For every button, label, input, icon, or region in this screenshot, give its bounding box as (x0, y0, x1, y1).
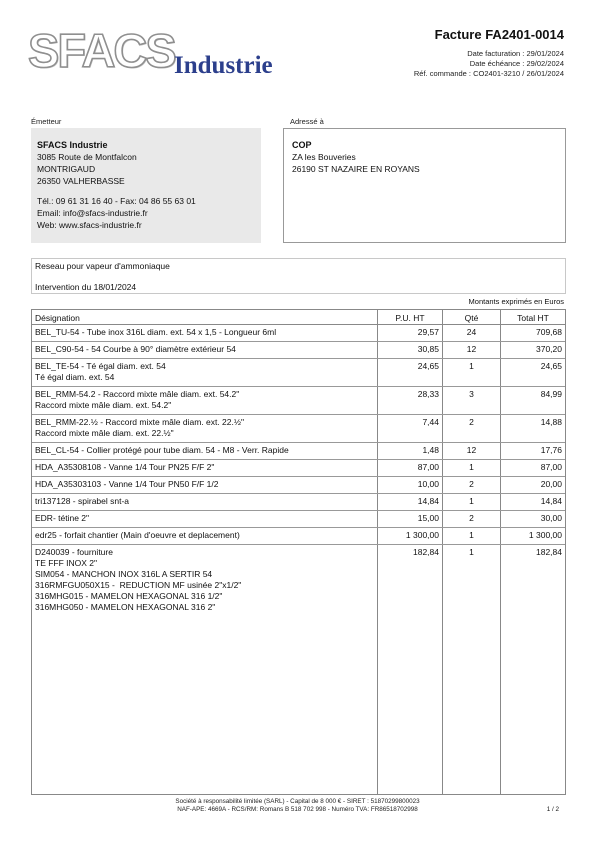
row-divider (32, 341, 565, 342)
row-divider (32, 459, 565, 460)
item-unit-price: 10,00 (417, 479, 439, 489)
recipient-label: Adressé à (290, 117, 324, 126)
item-total: 370,20 (536, 344, 562, 354)
item-unit-price: 1 300,00 (405, 530, 439, 540)
invoice-subject (31, 258, 566, 294)
item-total: 17,76 (540, 445, 562, 455)
row-divider (32, 358, 565, 359)
item-total: 24,65 (540, 361, 562, 371)
item-quantity: 1 (469, 462, 474, 472)
legal-footer-line: NAF-APE: 4669A - RCS/RM: Romans B 518 702 998 - Numéro TVA: FR86518702998 (177, 806, 418, 813)
subject-line: Intervention du 18/01/2024 (35, 282, 137, 292)
sender-name: SFACS Industrie (37, 140, 108, 150)
row-divider (32, 386, 565, 387)
page-number: 1 / 2 (546, 806, 559, 813)
item-total: 30,00 (540, 513, 562, 523)
row-divider (32, 476, 565, 477)
item-total: 14,84 (540, 496, 562, 506)
invoice-date: Date facturation : 29/01/2024 (467, 49, 564, 58)
recipient-name: COP (292, 140, 312, 150)
invoice-title: Facture FA2401-0014 (434, 27, 564, 42)
company-logo: SFACS (28, 24, 175, 77)
row-divider (32, 442, 565, 443)
row-divider (32, 527, 565, 528)
item-designation: edr25 - forfait chantier (Main d'oeuvre et deplacement) (35, 530, 240, 540)
item-unit-price: 87,00 (417, 462, 439, 472)
subject-line: Reseau pour vapeur d'ammoniaque (35, 261, 170, 271)
column-header-total: Total HT (517, 313, 549, 323)
sender-label: Émetteur (31, 117, 62, 126)
item-designation: BEL_RMM-54.2 - Raccord mixte mâle diam. ext. 54.2" Raccord mixte mâle diam. ext. 54.2" (35, 389, 240, 410)
row-divider (32, 544, 565, 545)
item-quantity: 1 (469, 530, 474, 540)
item-total: 182,84 (536, 547, 562, 557)
item-designation: tri137128 - spirabel snt-a (35, 496, 130, 506)
items-table (31, 309, 566, 795)
sender-phone: Tél.: 09 61 31 16 40 - Fax: 04 86 55 63 01 (37, 196, 196, 206)
item-designation: BEL_RMM-22.½ - Raccord mixte mâle diam. ext. 22.½" Raccord mixte mâle diam. ext. 22.½" (35, 417, 244, 438)
item-unit-price: 28,33 (417, 389, 439, 399)
item-designation: HDA_A35308108 - Vanne 1/4 Tour PN25 F/F 2" (35, 462, 215, 472)
column-header-quantity: Qté (464, 313, 479, 323)
item-unit-price: 14,84 (417, 496, 439, 506)
sender-address-line: 26350 VALHERBASSE (37, 176, 125, 186)
item-quantity: 2 (469, 417, 474, 427)
item-unit-price: 1,48 (422, 445, 439, 455)
item-quantity: 2 (469, 479, 474, 489)
item-unit-price: 15,00 (417, 513, 439, 523)
item-designation: D240039 - fourniture TE FFF INOX 2" SIM054 - MANCHON INOX 316L A SERTIR 54 316RMFGU050X15 - REDUCTION MF usinée 2"x1/2" 316MHG015 - MAMELON HEXAGONAL 316 1/2" 316MHG050 - MAMELON HEXAGONAL 316 2" (35, 547, 242, 612)
item-total: 709,68 (536, 327, 562, 337)
sender-address-line: 3085 Route de Montfalcon (37, 152, 137, 162)
legal-footer-line: Société à responsabilité limitée (SARL) - Capital de 8 000 € - SIRET : 51870299800023 (175, 798, 420, 805)
currency-note: Montants exprimés en Euros (468, 297, 564, 306)
sender-block (31, 128, 261, 243)
recipient-address-line: 26190 ST NAZAIRE EN ROYANS (292, 164, 420, 174)
row-divider (32, 493, 565, 494)
order-reference: Réf. commande : CO2401-3210 / 26/01/2024 (413, 69, 564, 78)
item-quantity: 12 (466, 445, 477, 455)
item-quantity: 12 (466, 344, 477, 354)
item-total: 87,00 (540, 462, 562, 472)
item-designation: EDR- tétine 2" (35, 513, 90, 523)
recipient-address-line: ZA les Bouveries (292, 152, 356, 162)
item-quantity: 24 (466, 327, 477, 337)
item-designation: BEL_TE-54 - Té égal diam. ext. 54 Té égal diam. ext. 54 (35, 361, 166, 382)
item-quantity: 1 (469, 547, 474, 557)
item-total: 14,88 (540, 417, 562, 427)
item-total: 20,00 (540, 479, 562, 489)
sender-email: Email: info@sfacs-industrie.fr (37, 208, 148, 218)
item-unit-price: 30,85 (417, 344, 439, 354)
item-designation: HDA_A35303103 - Vanne 1/4 Tour PN50 F/F 1/2 (35, 479, 219, 489)
item-total: 84,99 (540, 389, 562, 399)
row-divider (32, 510, 565, 511)
item-total: 1 300,00 (528, 530, 562, 540)
item-unit-price: 182,84 (413, 547, 439, 557)
item-unit-price: 24,65 (417, 361, 439, 371)
recipient-block (283, 128, 566, 243)
column-header-unit-price: P.U. HT (395, 313, 425, 323)
item-unit-price: 29,57 (417, 327, 439, 337)
column-header-designation: Désignation (35, 313, 80, 323)
item-quantity: 3 (469, 389, 474, 399)
company-logo-subtitle: Industrie (174, 52, 273, 79)
invoice-due-date: Date échéance : 29/02/2024 (469, 59, 564, 68)
item-designation: BEL_C90-54 - 54 Courbe à 90° diamètre extérieur 54 (35, 344, 236, 354)
row-divider (32, 414, 565, 415)
item-quantity: 1 (469, 496, 474, 506)
item-quantity: 2 (469, 513, 474, 523)
sender-address-line: MONTRIGAUD (37, 164, 96, 174)
item-quantity: 1 (469, 361, 474, 371)
sender-website: Web: www.sfacs-industrie.fr (37, 220, 142, 230)
item-unit-price: 7,44 (422, 417, 439, 427)
item-designation: BEL_TU-54 - Tube inox 316L diam. ext. 54 x 1,5 - Longueur 6ml (35, 327, 277, 337)
item-designation: BEL_CL-54 - Collier protégé pour tube diam. 54 - M8 - Verr. Rapide (35, 445, 289, 455)
